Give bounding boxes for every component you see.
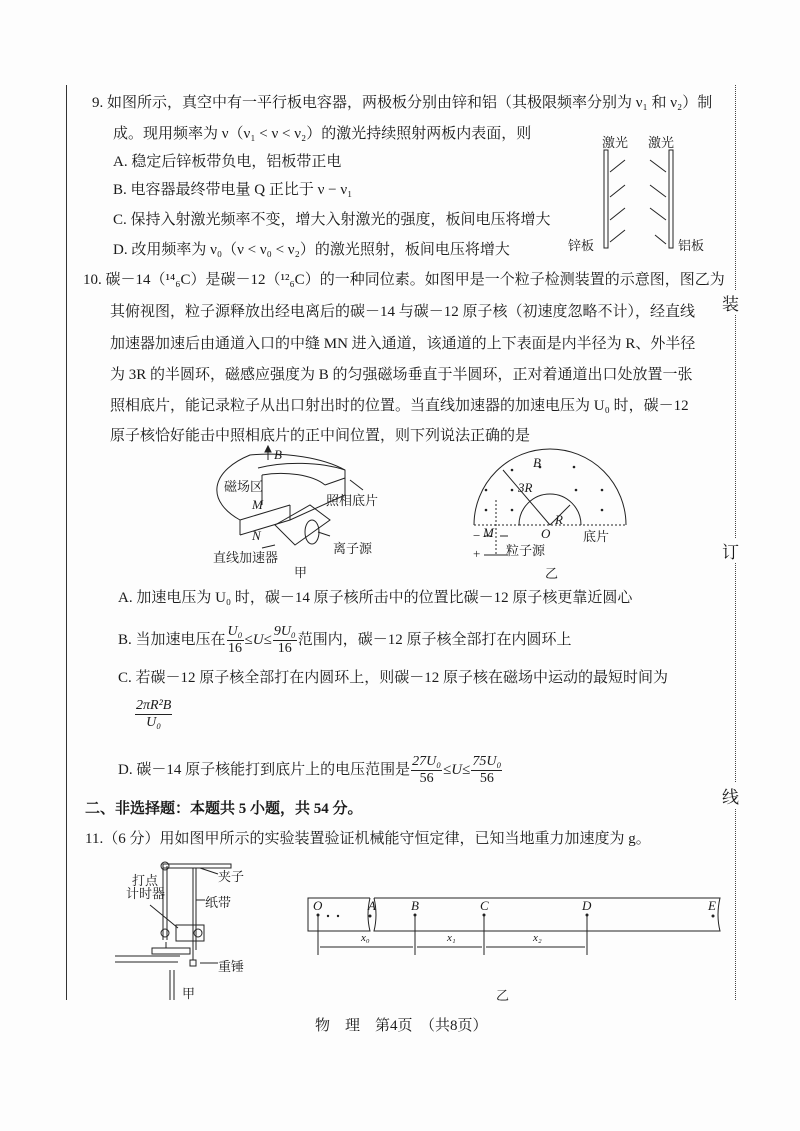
- weight-label: 重锤: [218, 959, 245, 974]
- clip-label: 夹子: [218, 869, 245, 884]
- x0-label: x₀: [361, 932, 370, 944]
- inner-radius-label: R: [555, 512, 563, 527]
- q9-option-d: D. 改用频率为 ν₀（ν < ν₀ < ν₂）的激光照射，板间电压将增大: [113, 242, 510, 258]
- q10-stem-6: 原子核恰好能击中照相底片的正中间位置，则下列说法正确的是: [110, 428, 531, 444]
- accelerator-label: 直线加速器: [213, 550, 279, 565]
- center-o-label: O: [541, 526, 551, 541]
- text: 范围内，碳－12 原子核全部打在内圆环上: [297, 632, 572, 648]
- q10-option-c: C. 若碳－12 原子核全部打在内圆环上，则碳－12 原子核在磁场中运动的最短时间为: [118, 670, 669, 686]
- point-d: D: [582, 898, 592, 913]
- ion-source-label: 离子源: [333, 541, 373, 556]
- outer-radius-label: 3R: [518, 480, 533, 495]
- q10-option-a: A. 加速电压为 U₀ 时，碳－14 原子核所击中的位置比碳－12 原子核更靠近圆心: [118, 590, 633, 606]
- laser-label-left: 激光: [602, 135, 629, 150]
- figure-b-caption: 乙: [545, 566, 559, 581]
- timer-label-2: 计时器: [126, 886, 166, 901]
- text: B. 当加速电压在: [118, 632, 226, 648]
- minus-sign: −: [473, 528, 481, 543]
- numerator: 2πR²B: [136, 698, 172, 714]
- q9-stem-2: 成。现用频率为 ν（ν₁ < ν < ν₂）的激光持续照射两板内表面，则: [113, 126, 532, 142]
- page-footer: 物 理 第4页 （共8页）: [315, 1018, 488, 1034]
- point-a: A: [368, 898, 376, 913]
- denominator: U₀: [146, 715, 162, 731]
- q10-stem-2: 其俯视图，粒子源释放出经电离后的碳－14 与碳－12 原子核（初速度忽略不计），经直线: [110, 304, 696, 320]
- film-label-b: 底片: [583, 529, 610, 544]
- field-region-label: 磁场区: [224, 479, 264, 494]
- figure-b-caption: 乙: [496, 988, 510, 1003]
- q9-option-b: B. 电容器最终带电量 Q 正比于 ν − ν₁: [113, 182, 353, 198]
- binding-char-ding: 订: [722, 538, 739, 563]
- q9-option-a: A. 稳定后锌板带负电，铝板带正电: [113, 154, 342, 170]
- point-e: E: [708, 898, 716, 913]
- plus-sign: +: [473, 546, 481, 561]
- particle-source-label: 粒子源: [506, 543, 546, 558]
- q11-stem: 11.（6 分）用如图甲所示的实验装置验证机械能守恒定律，已知当地重力加速度为 g。: [85, 831, 651, 847]
- numerator: 27U₀: [412, 754, 442, 770]
- timer-label-1: 打点: [132, 873, 159, 888]
- point-c: C: [480, 898, 489, 913]
- n-label: N: [252, 528, 261, 543]
- point-o: O: [313, 898, 323, 913]
- m-label-b: M: [483, 525, 494, 540]
- numerator: 9U₀: [273, 624, 296, 640]
- binding-char-zhuang: 装: [722, 290, 739, 315]
- text: D. 碳－14 原子核能打到底片上的电压范围是: [118, 762, 411, 778]
- denominator: 56: [419, 771, 434, 787]
- text: ≤U≤: [244, 632, 272, 648]
- zinc-plate-label: 锌板: [568, 238, 595, 253]
- denominator: 16: [277, 641, 292, 657]
- section-heading: 二、非选择题：本题共 5 小题，共 54 分。: [85, 801, 363, 817]
- binding-char-xian: 线: [722, 783, 739, 808]
- denominator: 56: [479, 771, 494, 787]
- figure-a-caption: 甲: [182, 986, 196, 1001]
- film-label: 照相底片: [326, 493, 379, 508]
- tape-label: 纸带: [205, 895, 232, 910]
- aluminum-plate-label: 铝板: [678, 238, 705, 253]
- denominator: 16: [228, 641, 242, 657]
- q10-stem-3: 加速器加速后由通道入口的中缝 MN 进入通道，该通道的上下表面是内半径为 R、外半径: [110, 336, 696, 352]
- q9-option-c: C. 保持入射激光频率不变，增大入射激光的强度，板间电压将增大: [113, 212, 551, 228]
- q9-stem-1: 9. 如图所示，真空中有一平行板电容器，两极板分别由锌和铝（其极限频率分别为 ν₁ 和 ν₂）制: [92, 95, 713, 111]
- m-label: M: [252, 497, 263, 512]
- field-b-label: B: [274, 447, 282, 462]
- q10-stem-5: 照相底片，能记录粒子从出口射出时的位置。当直线加速器的加速电压为 U₀ 时，碳－12: [110, 398, 689, 414]
- x1-label: x₁: [447, 932, 456, 944]
- laser-label-right: 激光: [648, 135, 675, 150]
- numerator: 75U₀: [472, 754, 502, 770]
- numerator: U₀: [227, 624, 243, 640]
- q10-stem-1: 10. 碳－14（¹⁴₆C）是碳－12（¹²₆C）的一种同位素。如图甲是一个粒子检测装置的示意图，图乙为: [83, 272, 725, 288]
- point-b: B: [411, 898, 419, 913]
- b-label: B: [533, 455, 541, 470]
- x2-label: x₂: [533, 932, 542, 944]
- figure-a-caption: 甲: [294, 565, 308, 580]
- q10-stem-4: 为 3R 的半圆环，磁感应强度为 B 的匀强磁场垂直于半圆环，正对着通道出口处放置一张: [110, 367, 693, 383]
- text: ≤U≤: [443, 762, 471, 778]
